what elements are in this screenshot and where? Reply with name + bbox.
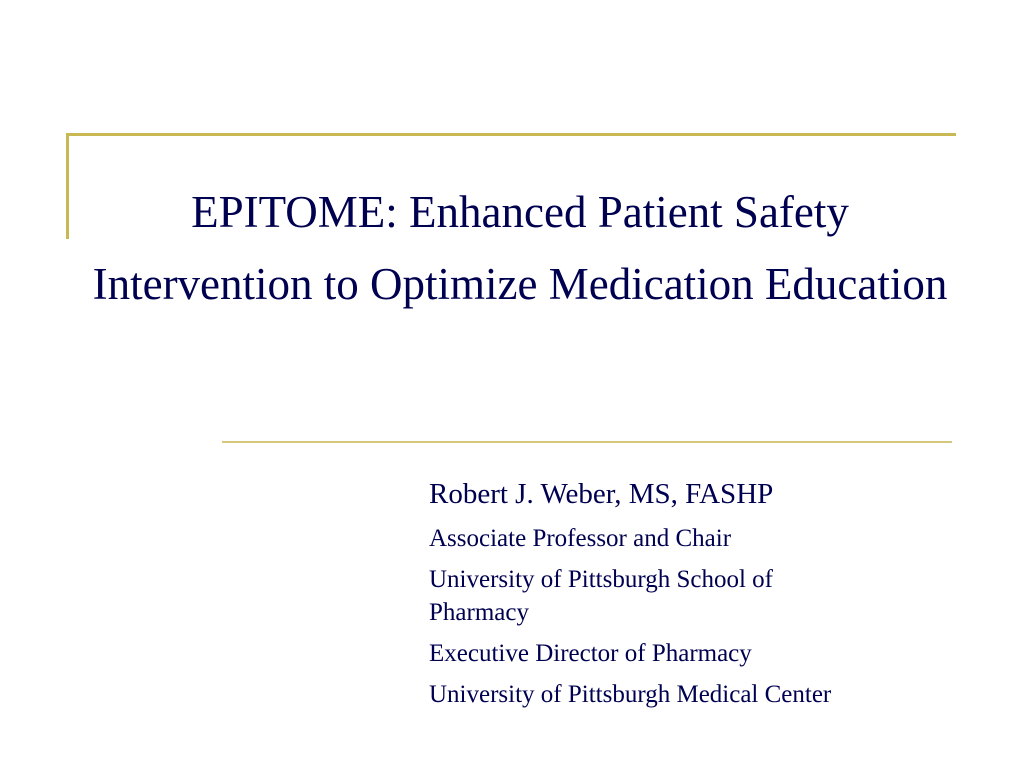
decorative-left-line [66, 133, 69, 239]
affiliation-line: University of Pittsburgh School of Pharmacy [429, 566, 773, 626]
decorative-top-line [66, 133, 956, 136]
presenter-name: Robert J. Weber, MS, FASHP [429, 478, 774, 510]
affiliation-line: University of Pittsburgh Medical Center [429, 681, 832, 708]
subtitle-block [429, 476, 989, 719]
decorative-divider-line [222, 441, 952, 443]
affiliation-line: Executive Director of Pharmacy [429, 640, 752, 667]
affiliation-line: Associate Professor and Chair [429, 525, 732, 552]
slide-title: EPITOME: Enhanced Patient Safety Intervention to Optimize Medication Education [92, 187, 948, 309]
